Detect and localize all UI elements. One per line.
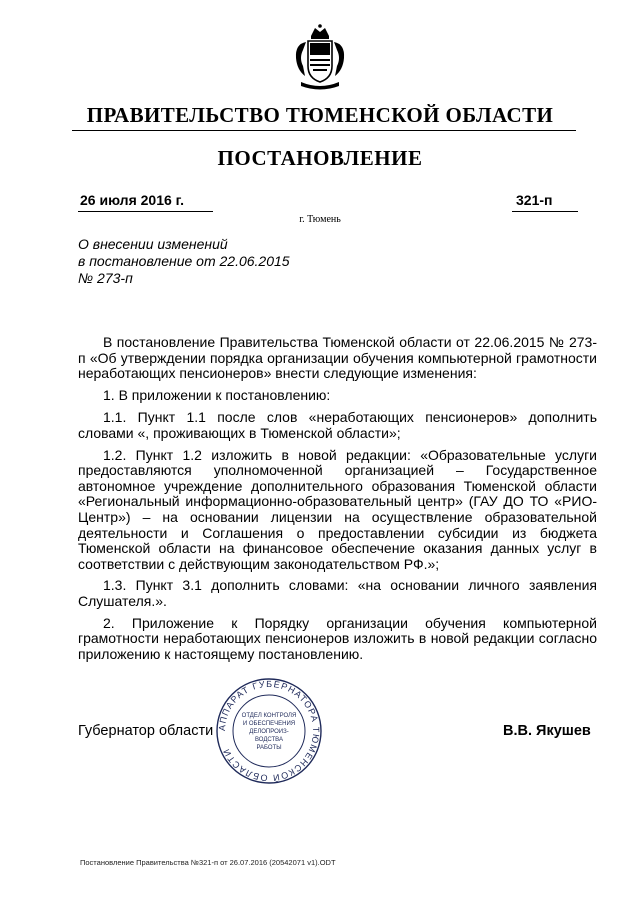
stamp-ring-text: АППАРАТ ГУБЕРНАТОРА ТЮМЕНСКОЙ ОБЛАСТИ <box>216 678 322 784</box>
svg-text:ВОДСТВА: ВОДСТВА <box>254 737 284 743</box>
body-paragraph: 1.2. Пункт 1.2 изложить в новой редакции: «Образовательные услуги предоставляются уполномоченной организацией – Государственное автономное учреждение дополнительного образования Тюменской области «Региональный информационно-образовательный центр» (ГАУ ДО ТО «РИО-Центр») – на основании лицензии на осуществление образовательной деятельности и Соглашения о предоставлении субсидии из бюджета Тюменской области на финансовое обеспечение оказания данных услуг в соответствии с действующим законодательством РФ.»; <box>78 446 597 572</box>
document-date: 26 июля 2016 г. <box>80 192 184 208</box>
svg-text:РАБОТЫ: РАБОТЫ <box>256 745 282 751</box>
body-paragraph: В постановление Правительства Тюменской области от 22.06.2015 № 273-п «Об утверждении порядка организации обучения компьютерной грамотности неработающих пенсионеров» внести следующие изменения: <box>78 334 597 382</box>
subject-line: № 273-п <box>78 270 133 286</box>
header-divider <box>72 130 576 131</box>
body-paragraph: 1.3. Пункт 3.1 дополнить словами: «на основании личного заявления Слушателя.». <box>78 577 597 609</box>
document-type-title: ПОСТАНОВЛЕНИЕ <box>217 146 423 170</box>
document-body <box>78 335 597 668</box>
signer-name: В.В. Якушев <box>503 723 591 739</box>
footer-file-reference: Постановление Правительства №321-п от 26.07.2016 (20542071 v1).ODT <box>80 858 336 867</box>
subject-line: О внесении изменений <box>78 236 228 252</box>
body-paragraph: 2. Приложение к Порядку организации обучения компьютерной грамотности неработающих пенсионеров изложить в новой редакции согласно приложению к настоящему постановлению. <box>78 614 597 662</box>
subject-line: в постановление от 22.06.2015 <box>78 253 290 269</box>
svg-text:ОТДЕЛ КОНТРОЛЯ: ОТДЕЛ КОНТРОЛЯ <box>241 713 297 719</box>
document-city: г. Тюмень <box>299 214 341 225</box>
document-number: 321-п <box>516 192 553 208</box>
svg-text:И ОБЕСПЕЧЕНИЯ: И ОБЕСПЕЧЕНИЯ <box>242 721 296 727</box>
signer-title: Губернатор области <box>78 723 214 739</box>
svg-text:ДЕЛОПРОИЗ-: ДЕЛОПРОИЗ- <box>249 729 289 735</box>
official-stamp <box>215 677 323 785</box>
date-underline <box>78 211 213 212</box>
body-paragraph: 1. В приложении к постановлению: <box>103 386 331 403</box>
number-underline <box>512 211 578 212</box>
organization-title: ПРАВИТЕЛЬСТВО ТЮМЕНСКОЙ ОБЛАСТИ <box>86 103 554 127</box>
coat-of-arms-icon <box>289 22 351 92</box>
document-subject <box>78 236 290 287</box>
body-paragraph: 1.1. Пункт 1.1 после слов «неработающих пенсионеров» дополнить словами «, проживающих в Тюменской области»; <box>78 409 597 441</box>
